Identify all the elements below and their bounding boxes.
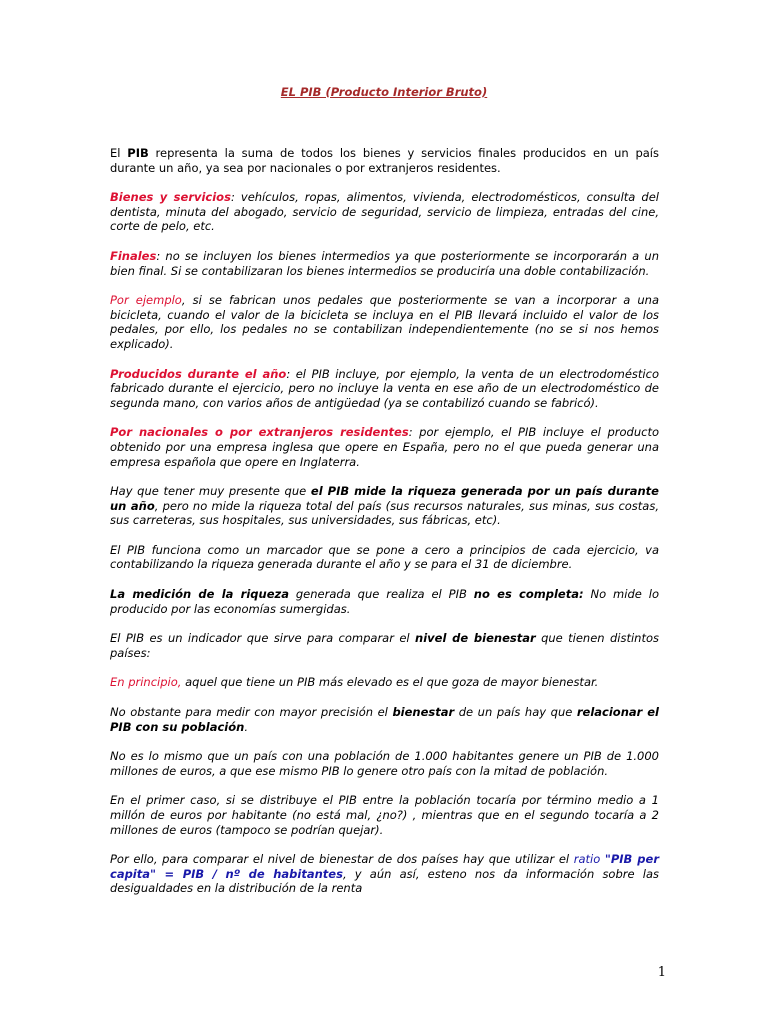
paragraph <box>110 587 659 616</box>
paragraph-text-segment: nivel de bienestar <box>415 631 536 646</box>
paragraph <box>110 425 659 469</box>
paragraph-text-segment: El PIB funciona como un marcador que se pone a cero a principios de cada ejercicio, va contabilizando la riqueza generada durante el año y se para el 31 de diciembre. <box>110 542 659 572</box>
paragraph-text-segment: bienestar <box>392 705 455 720</box>
paragraph <box>110 543 659 572</box>
paragraph-text-segment: Producidos durante el año <box>110 366 287 381</box>
paragraph <box>110 705 659 734</box>
paragraph <box>110 146 659 175</box>
paragraph <box>110 293 659 351</box>
paragraph-text-segment: La medición de la riqueza <box>110 587 289 602</box>
paragraph <box>110 484 659 528</box>
paragraph-text-segment: , si se fabrican unos pedales que posteriormente se van a incorporar a una bicicleta, cuando el valor de la bicicleta se incluya en el PIB llevará incluido el valor de los pedales, por ello, los pedales no se contabilizan independientemente (no se si nos hemos explicado). <box>110 293 660 351</box>
paragraph-text-segment: : por ejemplo, el PIB incluye el producto obtenido por una empresa inglesa que opere en España, pero no el que pueda generar una empresa española que opere en Inglaterra. <box>110 425 659 469</box>
paragraph-text-segment: de un país hay que <box>454 705 577 720</box>
paragraph-text-segment: No mide lo producido por las economías sumergidas. <box>110 587 659 616</box>
paragraph-text-segment: El PIB es un indicador que sirve para comparar el <box>110 631 416 646</box>
paragraph <box>110 249 659 278</box>
paragraph <box>110 852 659 896</box>
paragraph <box>110 675 659 690</box>
paragraph-text-segment: : el PIB incluye, por ejemplo, la venta de un electrodoméstico fabricado durante el ejercicio, pero no incluye la venta en ese año de un electrodoméstico de segunda mano, con varios años de antigüedad (ya se contabilizó cuando se fabricó). <box>110 366 659 410</box>
document-body <box>110 146 659 896</box>
paragraph <box>110 749 659 778</box>
paragraph-text-segment: representa la suma de todos los bienes y servicios finales producidos en un país durante un año, ya sea por nacionales o por extranjeros residentes. <box>110 146 659 175</box>
paragraph <box>110 631 659 660</box>
paragraph-text-segment: Por ello, para comparar el nivel de bienestar de dos países hay que utilizar el <box>110 852 574 867</box>
paragraph-text-segment: El <box>110 146 128 160</box>
paragraph-text-segment: En el primer caso, si se distribuye el PIB entre la población tocaría por término medio a 1 millón de euros por habitante (no está mal, ¿no?) , mientras que en el segundo tocaría a 2 millones de euros (tampoco se podrían quejar). <box>110 793 659 837</box>
paragraph <box>110 367 659 411</box>
paragraph-text-segment: Por ejemplo <box>110 293 182 308</box>
paragraph <box>110 793 659 837</box>
paragraph-text-segment: Hay que tener muy presente que <box>110 484 311 499</box>
paragraph-text-segment: En principio, <box>110 675 182 690</box>
paragraph-text-segment: , y aún así, esteno nos da información sobre las desigualdades en la distribución de la renta <box>110 866 659 896</box>
paragraph-text-segment: que tienen distintos países: <box>110 631 659 660</box>
paragraph-text-segment: generada que realiza el PIB <box>288 587 474 602</box>
paragraph-text-segment: No obstante para medir con mayor precisión el <box>110 705 393 720</box>
paragraph-text-segment: aquel que tiene un PIB más elevado es el que goza de mayor bienestar. <box>181 675 599 690</box>
paragraph-text-segment: no es completa: <box>473 587 584 602</box>
paragraph-text-segment: ratio <box>573 852 605 867</box>
document-title: EL PIB (Producto Interior Bruto) <box>280 85 488 99</box>
paragraph-text-segment: Bienes y servicios <box>110 190 231 205</box>
paragraph <box>110 190 659 234</box>
paragraph-text-segment: "PIB per capita" = PIB / nº de habitantes <box>110 852 659 881</box>
paragraph-text-segment: No es lo mismo que un país con una población de 1.000 habitantes genere un PIB de 1.000 millones de euros, a que ese mismo PIB lo genere otro país con la mitad de población. <box>110 749 659 778</box>
paragraph-text-segment: el PIB mide la riqueza generada por un país durante un año <box>110 484 659 513</box>
paragraph-text-segment: . <box>244 719 248 734</box>
paragraph-text-segment: , pero no mide la riqueza total del país (sus recursos naturales, sus minas, sus costas, sus carreteras, sus hospitales, sus universidades, sus fábricas, etc). <box>110 498 659 528</box>
paragraph-text-segment: Finales <box>110 248 157 263</box>
paragraph-text-segment: Por nacionales o por extranjeros residentes <box>110 425 409 440</box>
paragraph-text-segment: : vehículos, ropas, alimentos, vivienda, electrodomésticos, consulta del dentista, minuta del abogado, servicio de seguridad, servicio de limpieza, entradas del cine, corte de pelo, etc. <box>110 190 659 234</box>
paragraph-text-segment: relacionar el PIB con su población <box>110 705 659 734</box>
page-number: 1 <box>657 965 666 980</box>
paragraph-text-segment: PIB <box>127 146 149 160</box>
paragraph-text-segment: : no se incluyen los bienes intermedios ya que posteriormente se incorporarán a un bien final. Si se contabilizaran los bienes intermedios se produciría una doble contabilización. <box>110 248 659 278</box>
